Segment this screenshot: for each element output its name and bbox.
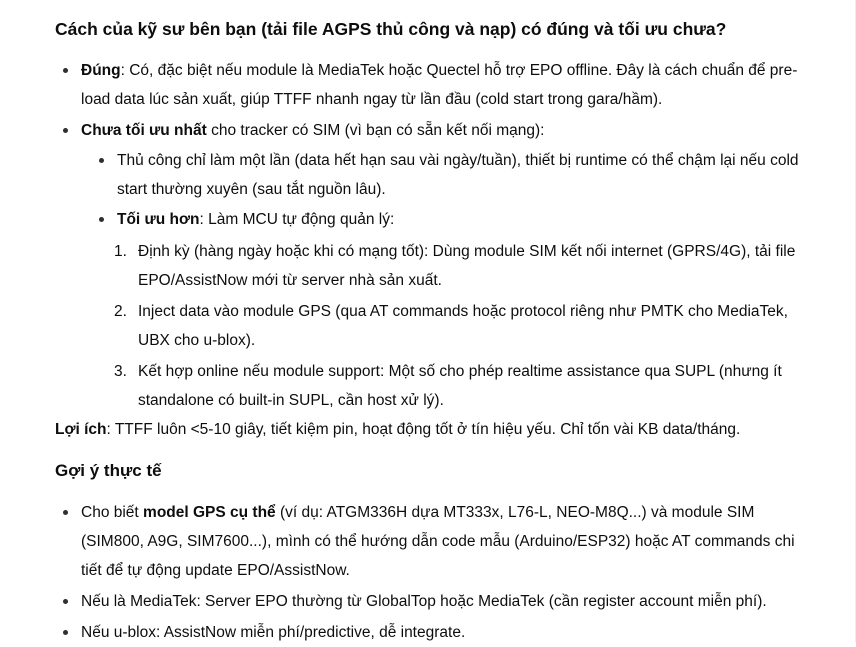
step-text: Kết hợp online nếu module support: Một số cho phép realtime assistance qua SUPL (nhưng ít standalone có built-in SUPL, cần host xử lý). (138, 363, 782, 409)
bullet-icon (63, 128, 68, 133)
answer-list (55, 56, 800, 415)
question-heading: Cách của kỹ sư bên bạn (tải file AGPS thủ công và nạp) có đúng và tối ưu chưa? (55, 19, 727, 39)
step-item (114, 297, 800, 355)
step-text: Định kỳ (hàng ngày hoặc khi có mạng tốt): Dùng module SIM kết nối internet (GPRS/4G), tải file EPO/AssistNow mới từ server nhà sản xuất. (138, 243, 796, 289)
suggestions-heading: Gợi ý thực tế (55, 461, 162, 480)
list-item (55, 498, 800, 585)
bullet-icon (99, 217, 104, 222)
step-marker: 3. (114, 363, 127, 380)
benefit-paragraph: Lợi ích: TTFF luôn <5-10 giây, tiết kiệm pin, hoạt động tốt ở tín hiệu yếu. Chỉ tốn vài KB data/tháng. (55, 421, 741, 438)
bullet-icon (63, 630, 68, 635)
list-item-text: Cho biết model GPS cụ thể (ví dụ: ATGM336H dựa MT333x, L76-L, NEO-M8Q...) và module SIM (SIM800, A9G, SIM7600...), mình có thể hướng dẫn code mẫu (Arduino/ESP32) hoặc AT commands chi tiết để tự động update EPO/AssistNow. (81, 504, 795, 579)
bullet-icon (63, 599, 68, 604)
list-item (91, 146, 800, 204)
steps-list (114, 237, 800, 415)
list-item-text: Thủ công chỉ làm một lần (data hết hạn sau vài ngày/tuần), thiết bị runtime có thể chậm lại nếu cold start thường xuyên (sau tắt nguồn lâu). (117, 152, 799, 198)
list-item-text: Nếu u-blox: AssistNow miễn phí/predictive, dễ integrate. (81, 624, 466, 641)
answer-sublist (81, 146, 800, 415)
list-item-text: Đúng: Có, đặc biệt nếu module là MediaTek hoặc Quectel hỗ trợ EPO offline. Đây là cách chuẩn để pre-load data lúc sản xuất, giúp TTFF nhanh ngay từ lần đầu (cold start trong gara/hầm). (81, 62, 798, 108)
list-item (55, 56, 800, 114)
step-item (114, 237, 800, 295)
list-item (91, 205, 800, 415)
bullet-icon (63, 510, 68, 515)
list-item (55, 618, 800, 647)
step-marker: 1. (114, 243, 127, 260)
list-item (55, 116, 800, 415)
bullet-icon (63, 68, 68, 73)
step-item (114, 357, 800, 415)
step-text: Inject data vào module GPS (qua AT commands hoặc protocol riêng như PMTK cho MediaTek, UBX cho u-blox). (138, 303, 788, 349)
list-item (55, 587, 800, 616)
step-marker: 2. (114, 303, 127, 320)
list-item-text: Tối ưu hơn: Làm MCU tự động quản lý: (117, 211, 395, 228)
bullet-icon (99, 158, 104, 163)
suggestions-list (55, 498, 800, 647)
list-item-text: Nếu là MediaTek: Server EPO thường từ GlobalTop hoặc MediaTek (cần register account miễn phí). (81, 593, 767, 610)
list-item-text: Chưa tối ưu nhất cho tracker có SIM (vì bạn có sẵn kết nối mạng): (81, 122, 545, 139)
